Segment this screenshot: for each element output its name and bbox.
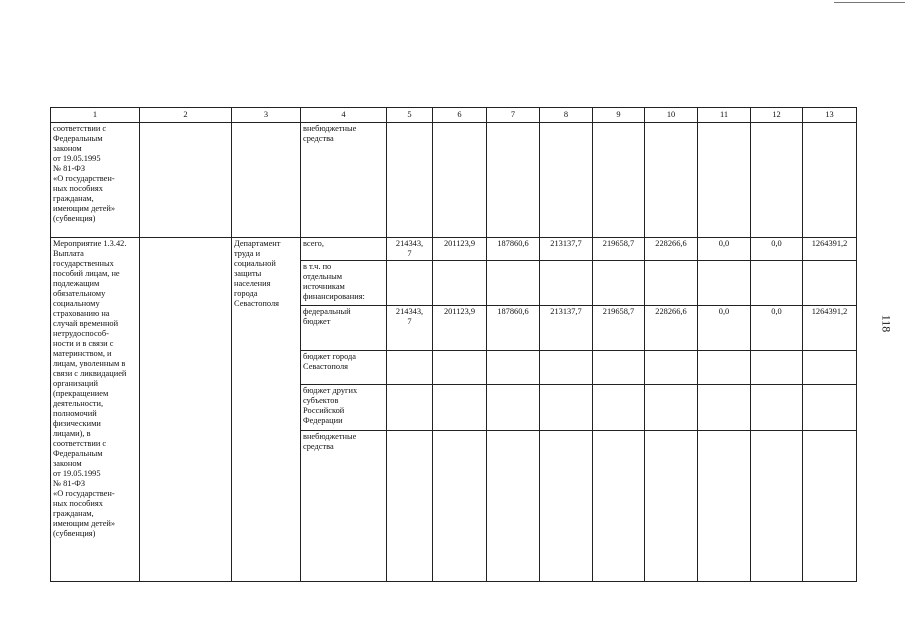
- table-row: [51, 238, 857, 261]
- column-number-header: [51, 108, 857, 123]
- value-cell: 1264391,2: [803, 238, 857, 261]
- funding-source-label: внебюджетные средства: [301, 123, 387, 238]
- col-header: 10: [645, 108, 698, 123]
- funding-source-label: всего,: [301, 238, 387, 261]
- value-cell: 0,0: [698, 238, 751, 261]
- value-cell: 0,0: [751, 238, 803, 261]
- col-header: 9: [593, 108, 645, 123]
- value-cell: 201123,9: [433, 306, 487, 351]
- page-number: 118: [879, 314, 894, 333]
- top-rule: [834, 2, 905, 3]
- value-cell: 228266,6: [645, 238, 698, 261]
- value-cell: 213137,7: [540, 238, 593, 261]
- table-row-continuation: [51, 123, 857, 238]
- value-cell: 187860,6: [487, 238, 540, 261]
- measure-col2: [140, 238, 232, 582]
- value-cell: 0,0: [698, 306, 751, 351]
- funding-source-label: внебюджетные средства: [301, 431, 387, 582]
- funding-source-label: бюджет других субъектов Российской Федерации: [301, 385, 387, 431]
- col-header: 13: [803, 108, 857, 123]
- col-header: 7: [487, 108, 540, 123]
- funding-source-label: в т.ч. по отдельным источникам финансирования:: [301, 261, 387, 306]
- responsible-department: Департамент труда и социальной защиты населения города Севастополя: [232, 238, 301, 582]
- budget-table: [50, 107, 857, 582]
- value-cell: 214343, 7: [387, 238, 433, 261]
- measure-description-cont: соответствии с Федеральным законом от 19.05.1995 № 81-ФЗ «О государствен- ных пособиях гражданам, имеющим детей» (субвенция): [51, 123, 140, 238]
- funding-source-label: бюджет города Севастополя: [301, 351, 387, 385]
- col-header: 6: [433, 108, 487, 123]
- value-cell: 201123,9: [433, 238, 487, 261]
- value-cell: 219658,7: [593, 238, 645, 261]
- funding-source-label: федеральный бюджет: [301, 306, 387, 351]
- col-header: 1: [51, 108, 140, 123]
- value-cell: 228266,6: [645, 306, 698, 351]
- col-header: 12: [751, 108, 803, 123]
- col-header: 11: [698, 108, 751, 123]
- col-header: 2: [140, 108, 232, 123]
- col-header: 4: [301, 108, 387, 123]
- value-cell: 187860,6: [487, 306, 540, 351]
- value-cell: 214343, 7: [387, 306, 433, 351]
- value-cell: 219658,7: [593, 306, 645, 351]
- value-cell: 0,0: [751, 306, 803, 351]
- value-cell: 1264391,2: [803, 306, 857, 351]
- col-header: 5: [387, 108, 433, 123]
- value-cell: 213137,7: [540, 306, 593, 351]
- empty-cell: [140, 123, 232, 238]
- empty-cell: [232, 123, 301, 238]
- col-header: 3: [232, 108, 301, 123]
- measure-description: Мероприятие 1.3.42. Выплата государственных пособий лицам, не подлежащим обязательному социальному страхованию на случай временной нетрудоспособ- ности и в связи с материнством, и лицам, уволенным в связи с ликвидацией организаций (прекращением деятельности, полномочий физическими лицами), в соответствии с Федеральным законом от 19.05.1995 № 81-ФЗ «О государствен- ных пособиях гражданам, имеющим детей» (субвенция): [51, 238, 140, 582]
- col-header: 8: [540, 108, 593, 123]
